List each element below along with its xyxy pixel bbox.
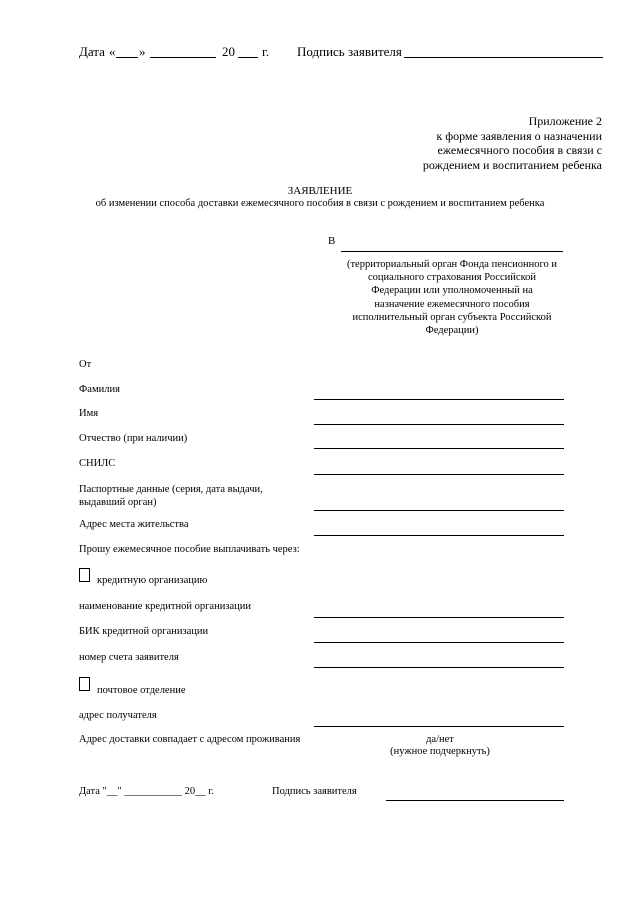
passport-label	[79, 483, 263, 509]
top-year-suffix: г.	[262, 44, 270, 59]
bottom-signature-label: Подпись заявителя	[272, 786, 357, 797]
bik-line	[314, 642, 564, 643]
patronymic-line	[314, 448, 564, 449]
surname-label: Фамилия	[79, 384, 120, 395]
passport-label-line-2: выдавший орган)	[79, 497, 157, 508]
from-label: От	[79, 359, 92, 370]
addressee-note	[336, 258, 568, 337]
passport-line	[314, 510, 564, 511]
top-quote-close: »	[139, 44, 146, 59]
patronymic-label: Отчество (при наличии)	[79, 433, 188, 444]
credit-org-name-line	[314, 617, 564, 618]
yes-no-option[interactable]: да/нет	[426, 734, 454, 745]
addressee-note-line-4: назначение ежемесячного пособия	[374, 298, 530, 310]
credit-org-name-label: наименование кредитной организации	[79, 601, 251, 612]
address-label: Адрес места жительства	[79, 519, 189, 530]
name-line	[314, 424, 564, 425]
underline-note: (нужное подчеркнуть)	[390, 746, 490, 757]
document-subtitle: об изменении способа доставки ежемесячного пособия в связи с рождением и воспитанием ребенка	[95, 198, 545, 209]
document-title: ЗАЯВЛЕНИЕ	[287, 185, 353, 197]
recipient-address-line	[314, 726, 564, 727]
addressee-note-line-1: (территориальный орган Фонда пенсионного и	[346, 259, 558, 270]
surname-line	[314, 399, 564, 400]
addressee-note-line-2: социального страхования Российской	[367, 272, 537, 284]
top-month-line	[150, 57, 216, 58]
appendix-line-4: рождением и воспитанием ребенка	[422, 157, 602, 172]
top-signature-line	[404, 57, 603, 58]
addressee-note-line-5: исполнительный орган субъекта Российской	[352, 311, 552, 323]
account-label: номер счета заявителя	[79, 652, 179, 663]
credit-org-checkbox[interactable]	[79, 568, 90, 582]
name-label: Имя	[79, 408, 99, 419]
bottom-signature-line	[386, 800, 564, 801]
top-quote-open: «	[109, 44, 116, 59]
appendix-line-3: ежемесячного пособия в связи с	[437, 143, 602, 157]
account-line	[314, 667, 564, 668]
appendix-line-2: к форме заявления о назначении	[436, 128, 602, 143]
bottom-date-label: Дата "__" ___________ 20__ г.	[79, 786, 214, 797]
appendix-line-1: Приложение 2	[528, 114, 602, 128]
top-year-line	[238, 57, 258, 58]
top-year-prefix: 20	[222, 44, 235, 59]
credit-org-label: кредитную организацию	[97, 575, 208, 586]
address-line	[314, 535, 564, 536]
bik-label: БИК кредитной организации	[79, 626, 209, 637]
addressee-prefix: В	[328, 235, 336, 247]
top-signature-label: Подпись заявителя	[297, 44, 402, 59]
passport-label-line-1: Паспортные данные (серия, дата выдачи,	[79, 484, 263, 495]
addressee-note-line-3: Федерации или уполномоченный на	[371, 285, 533, 297]
top-date-label: Дата	[79, 44, 105, 59]
addressee-line	[341, 251, 563, 252]
snils-line	[314, 474, 564, 475]
post-office-checkbox[interactable]	[79, 677, 90, 691]
snils-label: СНИЛС	[79, 458, 116, 469]
post-office-label: почтовое отделение	[97, 685, 186, 696]
appendix-block	[342, 114, 602, 172]
addressee-note-line-6: Федерации)	[425, 325, 479, 337]
delivery-match-label: Адрес доставки совпадает с адресом проживания	[79, 734, 301, 745]
top-day-line	[116, 57, 138, 58]
recipient-address-label: адрес получателя	[79, 710, 157, 721]
request-label: Прошу ежемесячное пособие выплачивать через:	[79, 544, 300, 555]
